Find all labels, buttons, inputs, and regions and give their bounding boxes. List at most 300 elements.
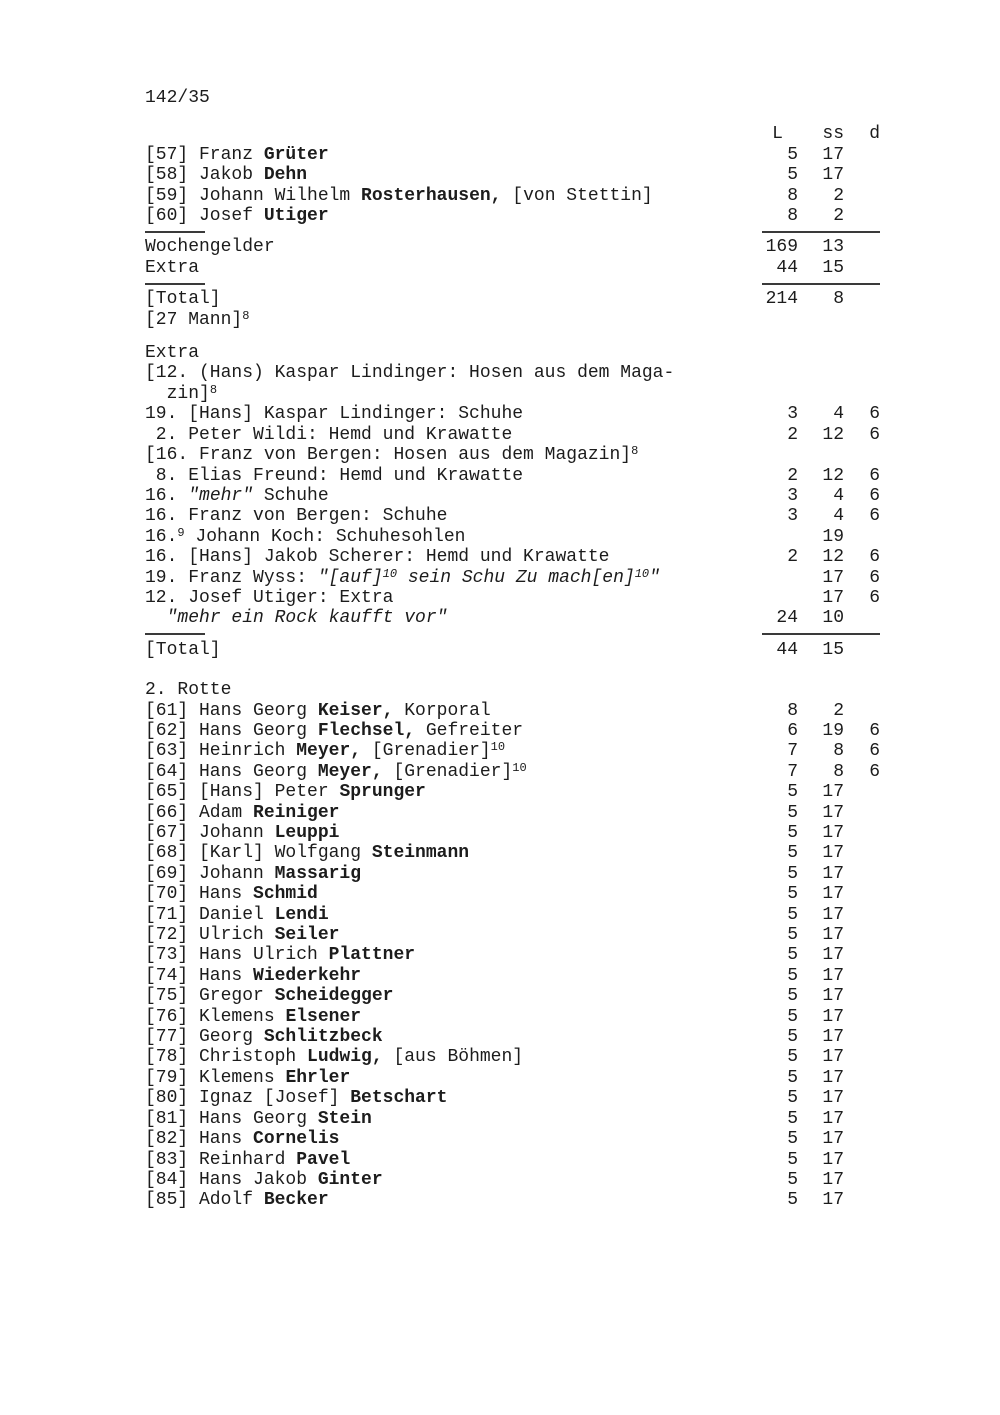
value-ss: 12 bbox=[822, 424, 844, 445]
row-entry bbox=[145, 486, 880, 506]
value-ss: 8 bbox=[833, 741, 844, 762]
row-note bbox=[145, 310, 880, 330]
text-segment: [Total] bbox=[145, 639, 221, 660]
value-ss: 17 bbox=[822, 823, 844, 843]
entry-text bbox=[145, 945, 757, 965]
sum-rule-right bbox=[762, 633, 880, 635]
value-ss: 17 bbox=[822, 1149, 844, 1170]
entry-text bbox=[145, 588, 757, 608]
row-entry bbox=[145, 741, 880, 761]
entry-text bbox=[145, 145, 757, 165]
text-segment: Schlitzbeck bbox=[263, 1027, 383, 1048]
entry-text bbox=[145, 884, 757, 904]
value-l: 5 bbox=[787, 945, 798, 966]
text-segment: 16. bbox=[145, 485, 189, 506]
text-segment: [66] Adam bbox=[145, 802, 254, 823]
value-ss: 15 bbox=[822, 639, 844, 660]
page-number-row bbox=[145, 88, 880, 108]
row-entry bbox=[145, 1170, 880, 1190]
value-ss: 19 bbox=[822, 526, 844, 547]
value-l: 8 bbox=[787, 206, 798, 227]
row-entry bbox=[145, 506, 880, 526]
value-l: 5 bbox=[787, 165, 798, 186]
text-segment: [72] Ulrich bbox=[145, 925, 275, 946]
text-segment: 19. [Hans] Kaspar Lindinger: Schuhe bbox=[145, 404, 524, 425]
value-d: 6 bbox=[869, 720, 880, 741]
sum-rule bbox=[145, 226, 880, 237]
value-ss: 17 bbox=[822, 1006, 844, 1027]
sum-rule-right bbox=[762, 283, 880, 285]
sum-rule-left bbox=[145, 283, 205, 285]
value-ss: 17 bbox=[822, 1169, 844, 1190]
value-l: 5 bbox=[787, 1067, 798, 1088]
row-entry bbox=[145, 945, 880, 965]
value-ss: 17 bbox=[822, 904, 844, 925]
text-segment: Johann Koch: Schuhesohlen bbox=[184, 526, 466, 547]
text-segment: [62] Hans Georg bbox=[145, 720, 318, 741]
text-segment: [84] Hans Jakob bbox=[145, 1169, 318, 1190]
value-d: 6 bbox=[869, 404, 880, 425]
entry-text bbox=[145, 466, 757, 486]
text-segment: 8 bbox=[631, 444, 639, 459]
value-ss: 17 bbox=[822, 1027, 844, 1048]
value-ss: 17 bbox=[822, 1088, 844, 1109]
text-segment: 16. Franz von Bergen: Schuhe bbox=[145, 506, 448, 527]
text-segment: [64] Hans Georg bbox=[145, 761, 318, 782]
entry-text bbox=[145, 310, 757, 330]
text-segment: 19. Franz Wyss: bbox=[145, 567, 318, 588]
value-d: 6 bbox=[869, 547, 880, 568]
value-l: 5 bbox=[787, 863, 798, 884]
text-segment: "mehr" bbox=[188, 485, 254, 506]
sum-rule-right bbox=[762, 231, 880, 233]
row-entry bbox=[145, 466, 880, 486]
value-ss: 17 bbox=[822, 165, 844, 186]
entry-text bbox=[145, 1170, 757, 1190]
value-l: 5 bbox=[787, 1149, 798, 1170]
text-segment: [68] [Karl] Wolfgang bbox=[145, 843, 372, 864]
value-l: 5 bbox=[787, 823, 798, 843]
text-segment: [80] Ignaz [Josef] bbox=[145, 1088, 351, 1109]
entry-text bbox=[145, 803, 757, 823]
entry-text bbox=[145, 486, 757, 506]
entry-text bbox=[145, 701, 757, 721]
row-total bbox=[145, 640, 880, 660]
entry-text bbox=[145, 547, 757, 567]
value-l: 5 bbox=[787, 1006, 798, 1027]
value-l: 8 bbox=[787, 185, 798, 206]
text-segment: 8 bbox=[209, 382, 218, 397]
value-ss: 17 bbox=[822, 1190, 844, 1211]
value-l: 169 bbox=[765, 237, 798, 258]
text-segment: Keiser, bbox=[317, 700, 394, 721]
text-segment: [Grenadier] bbox=[382, 761, 513, 782]
entry-text bbox=[145, 343, 757, 363]
value-d: 6 bbox=[869, 567, 880, 588]
text-segment: [85] Adolf bbox=[145, 1190, 264, 1211]
text-segment: [65] [Hans] Peter bbox=[145, 782, 340, 803]
value-l: 5 bbox=[787, 1047, 798, 1068]
text-segment: Pavel bbox=[296, 1149, 351, 1170]
text-segment: "mehr ein Rock kaufft vor" bbox=[166, 608, 448, 629]
sum-rule-left bbox=[145, 633, 205, 635]
row-entry bbox=[145, 884, 880, 904]
text-segment: [63] Heinrich bbox=[145, 741, 297, 762]
text-segment: Korporal bbox=[393, 700, 491, 721]
entry-text bbox=[145, 608, 757, 628]
text-segment: Ginter bbox=[317, 1169, 383, 1190]
text-segment: Grüter bbox=[263, 144, 329, 165]
sum-rule bbox=[145, 629, 880, 640]
text-segment: 12. Josef Utiger: Extra bbox=[145, 587, 394, 608]
entry-text bbox=[145, 506, 757, 526]
value-l: 5 bbox=[787, 1190, 798, 1211]
value-ss: 17 bbox=[822, 925, 844, 946]
text-segment: zin] bbox=[145, 383, 210, 404]
entry-text bbox=[145, 843, 757, 863]
text-segment: 8 bbox=[242, 308, 250, 323]
text-segment: [69] Johann bbox=[145, 863, 275, 884]
entry-text bbox=[145, 640, 757, 660]
text-segment: Stein bbox=[317, 1108, 372, 1129]
value-ss: 17 bbox=[822, 945, 844, 966]
text-segment: Cornelis bbox=[253, 1129, 340, 1150]
value-l: 5 bbox=[787, 884, 798, 905]
row-summary bbox=[145, 237, 880, 257]
entry-text bbox=[145, 384, 757, 404]
entry-text bbox=[145, 1047, 757, 1067]
entry-text bbox=[145, 762, 757, 782]
row-entry bbox=[145, 568, 880, 588]
text-segment: Scheidegger bbox=[274, 986, 394, 1007]
value-ss: 17 bbox=[822, 965, 844, 986]
text-segment: [16. Franz von Bergen: Hosen aus dem Magazin] bbox=[145, 445, 632, 466]
entry-text bbox=[145, 966, 757, 986]
entry-text bbox=[145, 721, 757, 741]
value-ss: 17 bbox=[822, 1047, 844, 1068]
text-segment: Flechsel, bbox=[317, 720, 416, 741]
column-header-shillings: ss bbox=[822, 124, 844, 145]
value-d: 6 bbox=[869, 465, 880, 486]
row-entry bbox=[145, 1047, 880, 1067]
entry-text bbox=[145, 1150, 757, 1170]
row-entry bbox=[145, 905, 880, 925]
text-segment: [77] Georg bbox=[145, 1027, 264, 1048]
text-segment: Meyer, bbox=[317, 761, 383, 782]
text-segment: [61] Hans Georg bbox=[145, 700, 318, 721]
text-segment: Steinmann bbox=[371, 843, 470, 864]
entry-text bbox=[145, 186, 757, 206]
value-ss: 12 bbox=[822, 547, 844, 568]
text-segment: Ludwig, bbox=[307, 1047, 383, 1068]
text-segment: Schuhe bbox=[253, 485, 329, 506]
text-segment: 8. Elias Freund: Hemd und Krawatte bbox=[145, 465, 524, 486]
value-l: 5 bbox=[787, 1108, 798, 1129]
entry-text bbox=[145, 1068, 757, 1088]
text-segment: Ehrler bbox=[285, 1067, 351, 1088]
row-entry bbox=[145, 206, 880, 226]
entry-text bbox=[145, 568, 757, 588]
value-l: 5 bbox=[787, 1088, 798, 1109]
row-entry bbox=[145, 1007, 880, 1027]
value-ss: 13 bbox=[822, 237, 844, 258]
value-ss: 10 bbox=[822, 608, 844, 629]
text-segment: [Total] bbox=[145, 289, 221, 310]
text-segment: Wochengelder bbox=[145, 237, 275, 258]
text-segment: Leuppi bbox=[274, 823, 340, 843]
text-segment: [82] Hans bbox=[145, 1129, 254, 1150]
value-l: 5 bbox=[787, 965, 798, 986]
text-segment: Reiniger bbox=[253, 802, 340, 823]
text-segment: Betschart bbox=[350, 1088, 448, 1109]
value-l: 5 bbox=[787, 1027, 798, 1048]
column-header-pounds: L bbox=[772, 124, 783, 145]
value-l: 5 bbox=[787, 843, 798, 864]
text-segment: Gefreiter bbox=[415, 720, 524, 741]
text-segment: Extra bbox=[145, 343, 200, 364]
value-l: 2 bbox=[787, 465, 798, 486]
row-entry bbox=[145, 145, 880, 165]
text-segment: [81] Hans Georg bbox=[145, 1108, 318, 1129]
text-segment: [73] Hans Ulrich bbox=[145, 945, 329, 966]
value-ss: 17 bbox=[822, 863, 844, 884]
row-total bbox=[145, 289, 880, 309]
row-note bbox=[145, 363, 880, 383]
row-entry bbox=[145, 1027, 880, 1047]
entry-text bbox=[145, 289, 757, 309]
value-ss: 17 bbox=[822, 1067, 844, 1088]
row-entry bbox=[145, 1190, 880, 1210]
entry-text bbox=[145, 1088, 757, 1108]
column-header-pence: d bbox=[869, 124, 880, 145]
value-ss: 2 bbox=[833, 700, 844, 721]
text-segment: Lendi bbox=[274, 904, 329, 925]
text-segment: Dehn bbox=[263, 165, 308, 186]
value-ss: 17 bbox=[822, 1129, 844, 1150]
row-entry bbox=[145, 1129, 880, 1149]
row-entry bbox=[145, 782, 880, 802]
value-l: 5 bbox=[787, 986, 798, 1007]
text-segment: [Grenadier] bbox=[361, 741, 491, 762]
text-segment: 10 bbox=[382, 566, 398, 581]
text-segment: [67] Johann bbox=[145, 823, 275, 843]
entry-text bbox=[145, 823, 757, 843]
row-entry bbox=[145, 721, 880, 741]
value-l: 3 bbox=[787, 404, 798, 425]
value-ss: 17 bbox=[822, 782, 844, 803]
text-segment: [70] Hans bbox=[145, 884, 254, 905]
row-entry bbox=[145, 762, 880, 782]
text-segment: 2. Rotte bbox=[145, 680, 232, 701]
row-entry bbox=[145, 527, 880, 547]
value-d: 6 bbox=[869, 424, 880, 445]
text-segment: [79] Klemens bbox=[145, 1067, 286, 1088]
row-entry bbox=[145, 864, 880, 884]
value-d: 6 bbox=[869, 506, 880, 527]
row-entry bbox=[145, 186, 880, 206]
text-segment: [76] Klemens bbox=[145, 1006, 286, 1027]
text-segment: [75] Gregor bbox=[145, 986, 275, 1007]
entry-text bbox=[145, 404, 757, 424]
text-segment: [aus Böhmen] bbox=[382, 1047, 524, 1068]
text-segment: [12. (Hans) Kaspar Lindinger: Hosen aus dem Maga- bbox=[145, 363, 675, 384]
value-l: 214 bbox=[765, 289, 798, 310]
entry-text bbox=[145, 1129, 757, 1149]
entry-text bbox=[145, 258, 757, 278]
entry-text bbox=[145, 1109, 757, 1129]
value-l: 5 bbox=[787, 1169, 798, 1190]
text-segment: Utiger bbox=[263, 206, 329, 227]
entry-text bbox=[145, 363, 757, 383]
value-d: 6 bbox=[869, 761, 880, 782]
entry-text bbox=[145, 1007, 757, 1027]
value-ss: 17 bbox=[822, 802, 844, 823]
text-segment: Wiederkehr bbox=[253, 965, 362, 986]
row-entry bbox=[145, 1109, 880, 1129]
text-segment: [71] Daniel bbox=[145, 904, 275, 925]
row-heading bbox=[145, 343, 880, 363]
text-segment: 2. Peter Wildi: Hemd und Krawatte bbox=[145, 424, 513, 445]
text-segment: [57] Franz bbox=[145, 144, 264, 165]
row-entry bbox=[145, 843, 880, 863]
text-segment: [78] Christoph bbox=[145, 1047, 308, 1068]
value-ss: 17 bbox=[822, 587, 844, 608]
value-ss: 4 bbox=[833, 506, 844, 527]
row-entry bbox=[145, 425, 880, 445]
row-entry bbox=[145, 701, 880, 721]
value-l: 2 bbox=[787, 424, 798, 445]
text-segment: [74] Hans bbox=[145, 965, 254, 986]
value-ss: 15 bbox=[822, 257, 844, 278]
row-entry bbox=[145, 986, 880, 1006]
value-ss: 17 bbox=[822, 843, 844, 864]
value-l: 3 bbox=[787, 485, 798, 506]
text-segment: "[auf] bbox=[317, 567, 383, 588]
entry-text bbox=[145, 925, 757, 945]
text-segment: Schmid bbox=[253, 884, 318, 905]
column-headers bbox=[145, 124, 880, 144]
value-ss: 8 bbox=[833, 761, 844, 782]
text-segment: [59] Johann Wilhelm bbox=[145, 185, 362, 206]
value-l: 5 bbox=[787, 1129, 798, 1150]
text-segment: sein Schu Zu mach[en] bbox=[397, 567, 635, 588]
text-segment: Rosterhausen, bbox=[361, 185, 502, 206]
text-segment: Becker bbox=[263, 1190, 329, 1211]
row-entry bbox=[145, 1150, 880, 1170]
text-segment: 10 bbox=[490, 740, 506, 755]
row-entry bbox=[145, 966, 880, 986]
row-entry bbox=[145, 588, 880, 608]
value-l: 24 bbox=[776, 608, 798, 629]
text-segment: 16. [Hans] Jakob Scherer: Hemd und Krawatte bbox=[145, 547, 610, 568]
entry-text bbox=[145, 986, 757, 1006]
value-ss: 2 bbox=[833, 185, 844, 206]
text-segment: Sprunger bbox=[339, 782, 426, 803]
value-l: 7 bbox=[787, 761, 798, 782]
value-l: 7 bbox=[787, 741, 798, 762]
row-entry bbox=[145, 165, 880, 185]
text-segment: Plattner bbox=[328, 945, 416, 966]
value-ss: 4 bbox=[833, 485, 844, 506]
value-l: 5 bbox=[787, 925, 798, 946]
entry-text bbox=[145, 905, 757, 925]
text-segment: Seiler bbox=[274, 925, 340, 946]
entry-text bbox=[145, 1027, 757, 1047]
value-ss: 2 bbox=[833, 206, 844, 227]
entry-text bbox=[145, 165, 757, 185]
value-l: 3 bbox=[787, 506, 798, 527]
value-l: 5 bbox=[787, 904, 798, 925]
entry-text bbox=[145, 680, 757, 700]
text-segment: [27 Mann] bbox=[145, 309, 243, 330]
value-ss: 17 bbox=[822, 144, 844, 165]
ledger-body bbox=[145, 145, 880, 1211]
value-ss: 17 bbox=[822, 567, 844, 588]
entry-text bbox=[145, 425, 757, 445]
text-segment: " bbox=[649, 567, 660, 588]
row-entry bbox=[145, 803, 880, 823]
document-page bbox=[145, 0, 880, 1211]
value-l: 2 bbox=[787, 547, 798, 568]
row-entry bbox=[145, 547, 880, 567]
entry-text bbox=[145, 445, 757, 465]
text-segment: Extra bbox=[145, 257, 200, 278]
value-d: 6 bbox=[869, 741, 880, 762]
value-l: 44 bbox=[776, 257, 798, 278]
value-ss: 17 bbox=[822, 1108, 844, 1129]
row-summary bbox=[145, 258, 880, 278]
entry-text bbox=[145, 782, 757, 802]
value-ss: 19 bbox=[822, 720, 844, 741]
value-l: 44 bbox=[776, 639, 798, 660]
value-l: 6 bbox=[787, 720, 798, 741]
row-entry bbox=[145, 1068, 880, 1088]
text-segment bbox=[145, 608, 167, 628]
value-l: 5 bbox=[787, 144, 798, 165]
text-segment: 9 bbox=[177, 525, 185, 540]
text-segment: 10 bbox=[634, 566, 650, 581]
value-ss: 8 bbox=[833, 289, 844, 310]
text-segment: 16. bbox=[145, 526, 178, 547]
page-number: 142/35 bbox=[145, 88, 210, 108]
value-ss: 17 bbox=[822, 986, 844, 1007]
value-l: 5 bbox=[787, 802, 798, 823]
entry-text bbox=[145, 864, 757, 884]
entry-text bbox=[145, 206, 757, 226]
value-l: 5 bbox=[787, 782, 798, 803]
entry-text bbox=[145, 527, 757, 547]
entry-text bbox=[145, 237, 757, 257]
row-entry bbox=[145, 1088, 880, 1108]
sum-rule bbox=[145, 278, 880, 289]
row-entry bbox=[145, 404, 880, 424]
text-segment: [von Stettin] bbox=[501, 185, 653, 206]
text-segment: [83] Reinhard bbox=[145, 1149, 297, 1170]
sum-rule-left bbox=[145, 231, 205, 233]
entry-text bbox=[145, 741, 757, 761]
value-d: 6 bbox=[869, 485, 880, 506]
text-segment: [60] Josef bbox=[145, 206, 264, 227]
value-d: 6 bbox=[869, 587, 880, 608]
text-segment: Meyer, bbox=[296, 741, 362, 762]
text-segment: [58] Jakob bbox=[145, 165, 264, 186]
row-heading bbox=[145, 680, 880, 700]
value-ss: 17 bbox=[822, 884, 844, 905]
row-note bbox=[145, 445, 880, 465]
row-entry bbox=[145, 925, 880, 945]
value-ss: 4 bbox=[833, 404, 844, 425]
text-segment: Massarig bbox=[274, 863, 362, 884]
